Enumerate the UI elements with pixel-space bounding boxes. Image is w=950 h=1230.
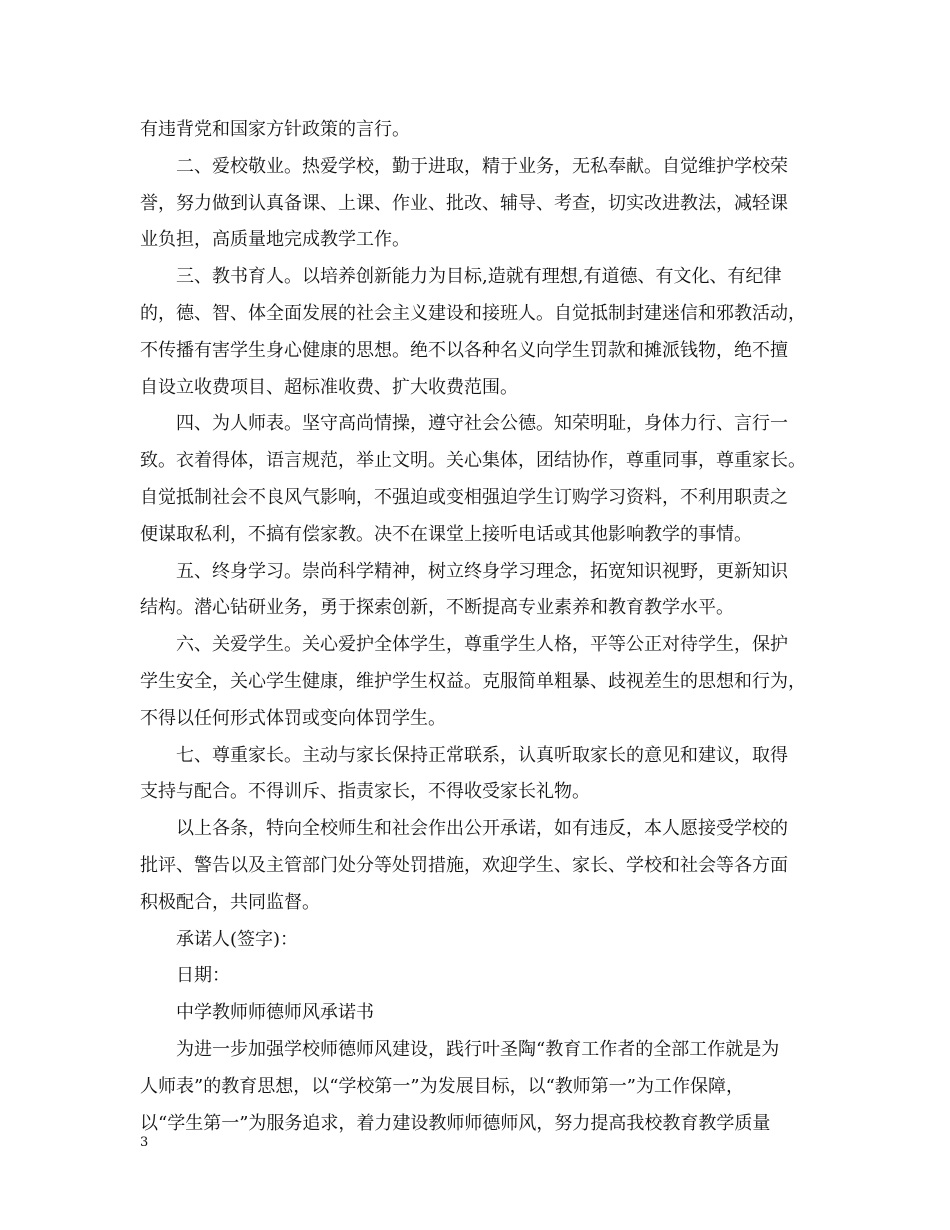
text-line: 结构。潜心钻研业务，勇于探索创新，不断提高专业素养和教育教学水平。 (140, 597, 734, 618)
text-line: 七、尊重家长。主动与家长保持正常联系，认真听取家长的意见和建议，取得 (176, 745, 788, 766)
text-line: 批评、警告以及主管部门处分等处罚措施，欢迎学生、家长、学校和社会等各方面 (140, 855, 788, 876)
text-line: 以上各条，特向全校师生和社会作出公开承诺，如有违反，本人愿接受学校的 (176, 818, 788, 839)
text-line: 为进一步加强学校师德师风建设，践行叶圣陶“教育工作者的全部工作就是为 (176, 1039, 780, 1060)
text-line: 五、终身学习。崇尚科学精神，树立终身学习理念，拓宽知识视野，更新知识 (176, 561, 788, 582)
text-line: 支持与配合。不得训斥、指责家长，不得收受家长礼物。 (140, 781, 590, 802)
text-line: 二、爱校敬业。热爱学校，勤于进取，精于业务，无私奉献。自觉维护学校荣 (176, 156, 788, 177)
signature-label: 承诺人(签字)： (176, 929, 299, 950)
date-label: 日期： (176, 965, 230, 986)
text-line: 誉，努力做到认真备课、上课、作业、批改、辅导、考查，切实改进教法，减轻课 (140, 193, 788, 214)
text-line: 业负担，高质量地完成教学工作。 (140, 229, 410, 250)
text-line: 的，德、智、体全面发展的社会主义建设和接班人。自觉抵制封建迷信和邪教活动， (140, 303, 806, 324)
text-line: 六、关爱学生。关心爱护全体学生，尊重学生人格，平等公正对待学生，保护 (176, 634, 788, 655)
text-line: 不得以任何形式体罚或变向体罚学生。 (140, 708, 446, 729)
text-line: 人师表”的教育思想，以“学校第一”为发展目标，以“教师第一”为工作保障， (140, 1076, 745, 1097)
text-line: 积极配合，共同监督。 (140, 892, 320, 913)
page-number: 3 (140, 1135, 149, 1150)
text-line: 致。衣着得体，语言规范，举止文明。关心集体，团结协作，尊重同事，尊重家长。 (140, 450, 806, 471)
section-title: 中学教师师德师风承诺书 (176, 1002, 374, 1023)
text-line: 以“学生第一”为服务追求，着力建设教师师德师风，努力提高我校教育教学质量 (140, 1113, 771, 1134)
text-line: 自设立收费项目、超标准收费、扩大收费范围。 (140, 377, 518, 398)
text-line: 学生安全，关心学生健康，维护学生权益。克服简单粗暴、歧视差生的思想和行为， (140, 671, 806, 692)
text-line: 四、为人师表。坚守高尚情操，遵守社会公德。知荣明耻，身体力行、言行一 (176, 413, 788, 434)
text-line: 便谋取私利，不搞有偿家教。决不在课堂上接听电话或其他影响教学的事情。 (140, 524, 752, 545)
text-line: 有违背党和国家方针政策的言行。 (140, 119, 410, 140)
text-line: 三、教书育人。以培养创新能力为目标,造就有理想,有道德、有文化、有纪律 (176, 266, 782, 287)
text-line: 自觉抵制社会不良风气影响，不强迫或变相强迫学生订购学习资料，不利用职责之 (140, 487, 788, 508)
text-line: 不传播有害学生身心健康的思想。绝不以各种名义向学生罚款和摊派钱物，绝不擅 (140, 340, 788, 361)
